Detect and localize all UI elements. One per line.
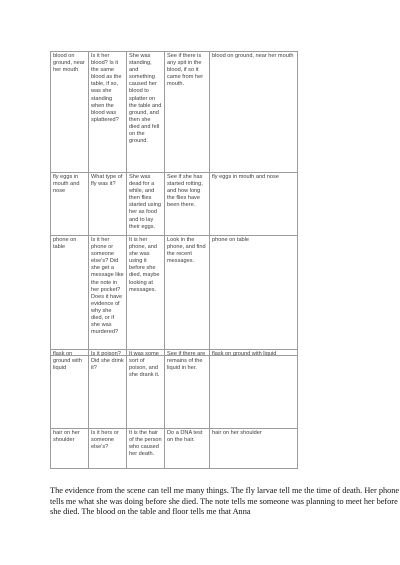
result-cell: blood on ground, near her mouth [210, 52, 298, 173]
evidence-cell: hair on her shoulder [51, 429, 89, 469]
result-cell: hair on her shoulder [210, 429, 298, 469]
question-cell: What type of fly was it? [89, 173, 127, 236]
question-cell: Is it hers or someone else's? [89, 429, 127, 469]
test-cell: See if there is any spit in the blood, if so it came from her mouth. [165, 52, 210, 173]
test-cell: Do a DNA test on the hair. [165, 429, 210, 469]
question-cell: Is it her blood? Is it the same blood as the table, if so, was she standing when the blood was splattered? [89, 52, 127, 173]
test-cell: See if there are remains of the liquid in her. [165, 350, 210, 429]
result-cell: phone on table [210, 236, 298, 356]
evidence-cell: fly eggs in mouth and nose [51, 173, 89, 236]
question-cell: Is it her phone or someone else's? Did she get a message like the note in her pocket? Does it have evidence of why she died, or if she was murdered? [89, 236, 127, 356]
summary-paragraph: The evidence from the scene can tell me many things. The fly larvae tell me the time of death. Her phone tells me what she was doing before she died. The note tells me someone was planning to meet her before she died. The blood on the table and floor tells me that Anna [50, 486, 400, 517]
hypothesis-cell: She was standing, and something caused her blood to splatter on the table and ground, and then she died and fell on the ground. [127, 52, 165, 173]
evidence-cell: blood on ground, near her mouth [51, 52, 89, 173]
question-cell: Is it poison? Did she drink it? [89, 350, 127, 429]
hypothesis-cell: It was some sort of poison, and she drank it. [127, 350, 165, 429]
hypothesis-cell: She was dead for a while, and then flies started using her as food and to lay their eggs. [127, 173, 165, 236]
table-row [51, 173, 298, 236]
hypothesis-cell: It is her phone, and she was using it before she died, maybe looking at messages. [127, 236, 165, 356]
evidence-table-1 [50, 51, 298, 356]
table-row [51, 429, 298, 469]
table-row [51, 52, 298, 173]
table-row [51, 350, 298, 429]
evidence-cell: flask on ground with liquid [51, 350, 89, 429]
hypothesis-cell: It is the hair of the person who caused her death. [127, 429, 165, 469]
evidence-cell: phone on table [51, 236, 89, 356]
result-cell: fly eggs in mouth and nose [210, 173, 298, 236]
table-row [51, 236, 298, 356]
test-cell: See if she has started rotting, and how long the flies have been there. [165, 173, 210, 236]
evidence-table-2 [50, 349, 298, 469]
test-cell: Look in the phone, and find the recent messages. [165, 236, 210, 356]
result-cell: flask on ground with liquid [210, 350, 298, 429]
